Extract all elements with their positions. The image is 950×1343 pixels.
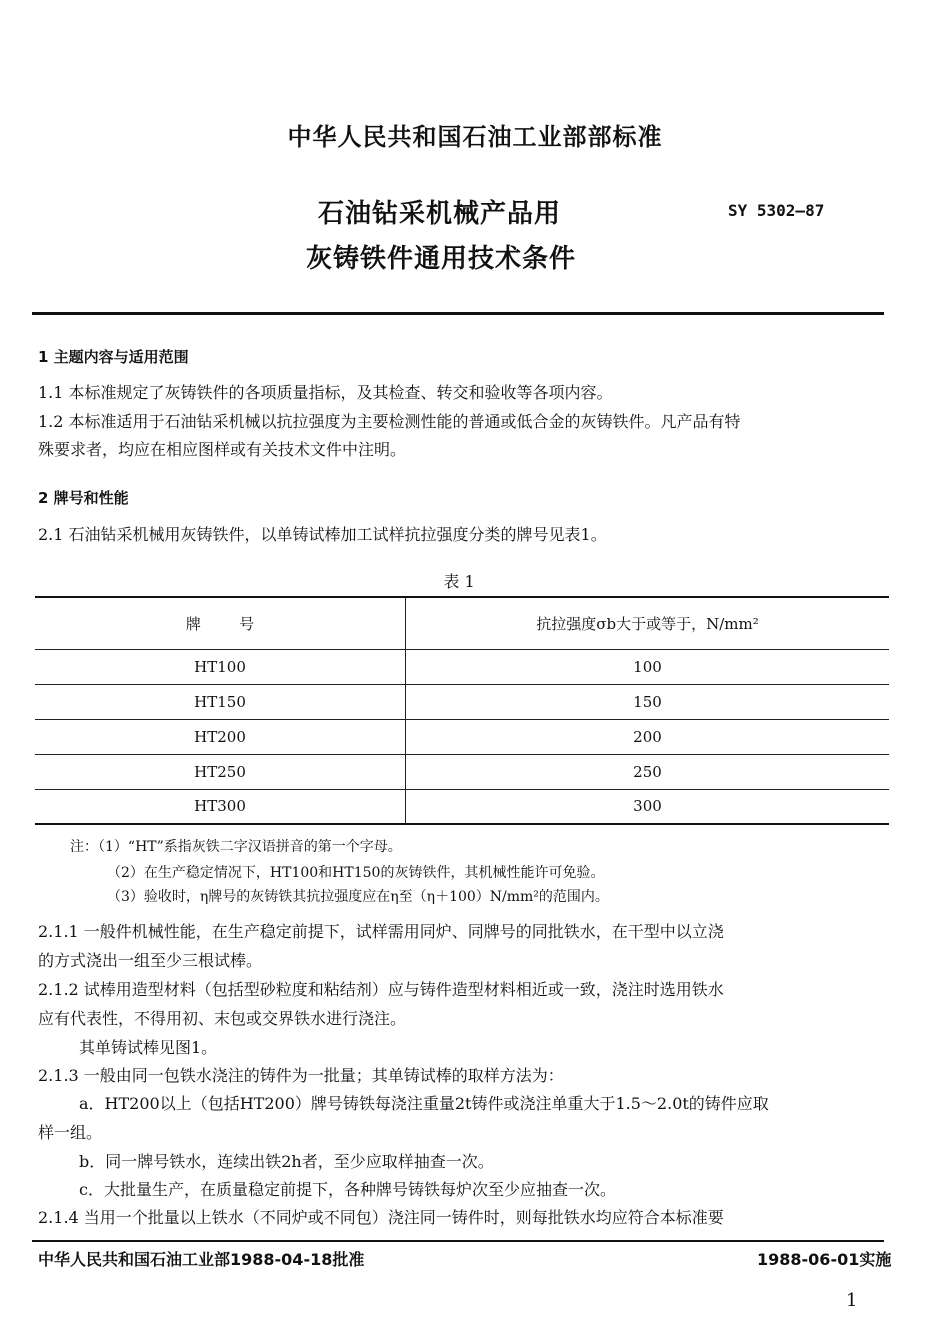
standard-code: SY 5302—87 bbox=[728, 201, 825, 220]
clause-1-2-line1: 1.2 本标准适用于石油钻采机械以抗拉强度为主要检测性能的普通或低合金的灰铸铁件。凡产品有特 bbox=[38, 412, 741, 431]
section-2-heading: 2 牌号和性能 bbox=[38, 489, 129, 507]
footer-rule bbox=[32, 1240, 884, 1242]
document-title-line1: 石油钻采机械产品用 bbox=[318, 199, 562, 229]
table-row bbox=[35, 789, 889, 824]
strength-cell: 250 bbox=[633, 762, 662, 781]
grade-cell: HT200 bbox=[35, 719, 406, 754]
issuing-organization: 中华人民共和国石油工业部部标准 bbox=[287, 123, 663, 151]
table-note-1: 注：（1）“HT”系指灰铁二字汉语拼音的第一个字母。 bbox=[70, 839, 402, 855]
clause-2-1-2-line2: 应有代表性，不得用初、末包或交界铁水进行浇注。 bbox=[38, 1009, 407, 1028]
table-row bbox=[35, 719, 889, 754]
clause-2-1-1-line1: 2.1.1 一般件机械性能，在生产稳定前提下，试样需用同炉、同牌号的同批铁水，在干型中以立浇 bbox=[38, 922, 724, 941]
strength-cell: 200 bbox=[633, 727, 662, 746]
clause-2-1-3: 2.1.3 一般由同一包铁水浇注的铸件为一批量；其单铸试棒的取样方法为： bbox=[38, 1066, 564, 1085]
clause-2-1: 2.1 石油钻采机械用灰铸铁件，以单铸试棒加工试样抗拉强度分类的牌号见表1。 bbox=[38, 525, 607, 544]
clause-1-2-line2: 殊要求者，均应在相应图样或有关技术文件中注明。 bbox=[38, 440, 407, 459]
document-title-line2: 灰铸铁件通用技术条件 bbox=[306, 244, 577, 274]
header-rule bbox=[32, 312, 884, 315]
column-header-grade: 牌 号 bbox=[35, 597, 406, 649]
grade-table bbox=[35, 596, 889, 825]
effective-date: 1988-06-01实施 bbox=[757, 1250, 892, 1269]
clause-2-1-3-a-line1: a．HT200以上（包括HT200）牌号铸铁每浇注重量2t铸件或浇注单重大于1.5～2.0t的铸件应取 bbox=[79, 1094, 769, 1113]
table-row bbox=[35, 649, 889, 684]
clause-2-1-2-line1: 2.1.2 试棒用造型材料（包括型砂粒度和粘结剂）应与铸件造型材料相近或一致，浇注时选用铁水 bbox=[38, 980, 724, 999]
table-note-3: （3）验收时，η牌号的灰铸铁其抗拉强度应在η至（η＋100）N/mm²的范围内。 bbox=[107, 889, 609, 905]
page-number: 1 bbox=[846, 1290, 858, 1311]
grade-cell: HT300 bbox=[35, 789, 406, 824]
clause-2-1-3-b: b．同一牌号铁水，连续出铁2h者，至少应取样抽查一次。 bbox=[79, 1152, 494, 1171]
clause-2-1-2-line3: 其单铸试棒见图1。 bbox=[79, 1038, 218, 1057]
table-row bbox=[35, 684, 889, 719]
approval-date: 中华人民共和国石油工业部1988-04-18批准 bbox=[38, 1250, 365, 1269]
clause-2-1-4: 2.1.4 当用一个批量以上铁水（不同炉或不同包）浇注同一铸件时，则每批铁水均应符合本标准要 bbox=[38, 1208, 724, 1227]
section-1-heading: 1 主题内容与适用范围 bbox=[38, 348, 189, 366]
grade-cell: HT250 bbox=[35, 754, 406, 789]
strength-cell: 150 bbox=[633, 692, 662, 711]
column-header-tensile-strength: 抗拉强度σb大于或等于，N/mm² bbox=[536, 614, 759, 633]
table-caption: 表 1 bbox=[443, 572, 475, 591]
clause-2-1-1-line2: 的方式浇出一组至少三根试棒。 bbox=[38, 951, 263, 970]
grade-cell: HT150 bbox=[35, 684, 406, 719]
table-row bbox=[35, 754, 889, 789]
strength-cell: 100 bbox=[633, 657, 662, 676]
clause-2-1-3-a-line2: 样一组。 bbox=[38, 1123, 103, 1142]
table-note-2: （2）在生产稳定情况下，HT100和HT150的灰铸铁件，其机械性能许可免验。 bbox=[107, 865, 605, 881]
clause-1-1: 1.1 本标准规定了灰铸铁件的各项质量指标，及其检查、转交和验收等各项内容。 bbox=[38, 383, 613, 402]
clause-2-1-3-c: c．大批量生产，在质量稳定前提下，各种牌号铸铁每炉次至少应抽查一次。 bbox=[79, 1180, 616, 1199]
strength-cell: 300 bbox=[633, 797, 662, 816]
table-header-row bbox=[35, 597, 889, 649]
grade-cell: HT100 bbox=[35, 649, 406, 684]
